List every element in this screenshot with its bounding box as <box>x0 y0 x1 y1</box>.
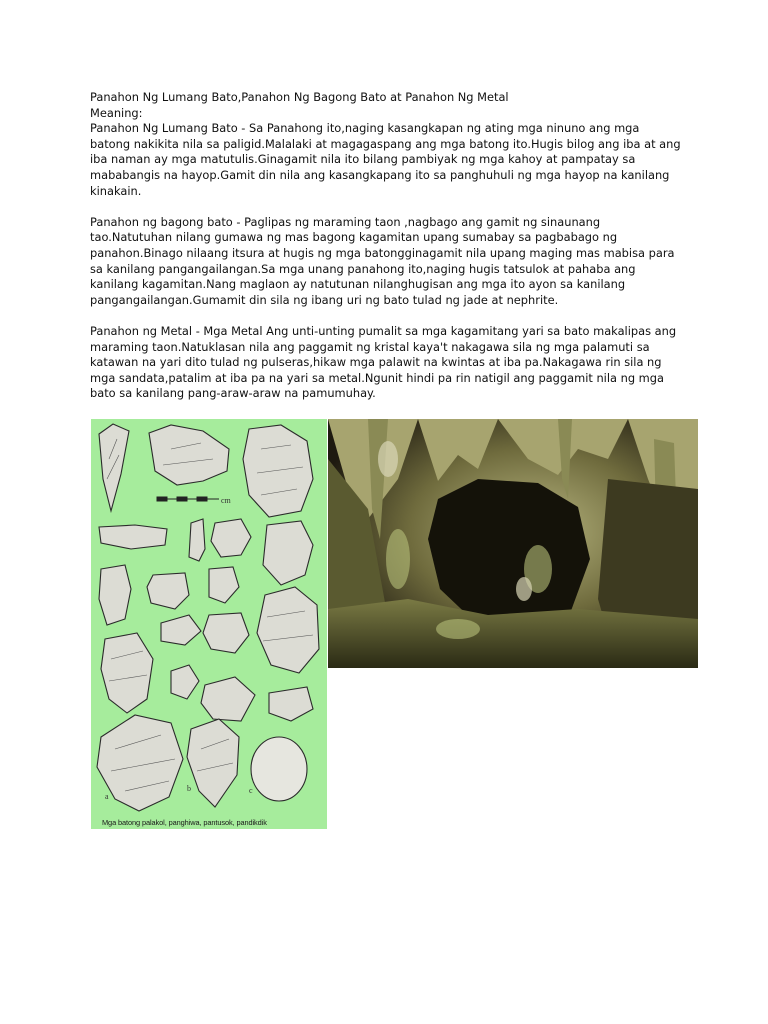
awl-tool <box>201 677 255 721</box>
scraper-round <box>203 613 249 653</box>
tiny-flake <box>171 665 199 699</box>
scale-label: cm <box>221 496 231 505</box>
large-chopper <box>257 587 319 673</box>
paragraph-bagong-bato: Panahon ng bagong bato - Paglipas ng maraming taon ,nagbago ang gamit ng sinaunang tao.Natutuhan nilang gumawa ng mas bagong kagamitan upang sumabay sa pagbabago ng panahon.Binago nilaang itsura at hugis ng mga batongginagamit nila upang maging mas mabisa para sa kanilang pangangailangan.Sa mga unang panahong ito,naging hugis tatsulok at pahaba ang kanilang kagamitan.Nang maglaon ay natutunan nilanghugisan ang mga ito ayon sa kanilang pangangailangan.Gumamit din sila ng ibang uri ng bato tulad ng jade at nephrite. <box>90 214 675 307</box>
paragraph-lumang-bato: Panahon Ng Lumang Bato - Sa Panahong ito,naging kasangkapan ng ating mga ninuno ang mga batong nakikita nila sa paligid.Malalaki at magagaspang ang mga batong ito.Hugis bilog ang iba at ang iba naman ay mga matutulis.Ginagamit nila ito bilang pambiyak ng mga kahoy at pampatay sa mababangis na hayop.Gamit din nila ang kasangkapang ito sa panghuhuli ng mga hayop na kanilang kinakain. <box>90 121 681 198</box>
small-flake <box>161 615 201 645</box>
flake-tool <box>149 425 229 485</box>
pointed-tool-b <box>187 719 239 807</box>
scale-bar <box>157 497 219 501</box>
hand-axe-small <box>99 565 131 625</box>
thin-flake <box>269 687 313 721</box>
long-flake <box>99 525 167 549</box>
chopper-tool <box>263 521 313 585</box>
stone-tools-drawing <box>91 419 327 829</box>
point-tool <box>189 519 205 561</box>
label-b: b <box>187 784 191 793</box>
core-tool <box>243 425 313 517</box>
cave-photo-image <box>328 419 698 668</box>
round-pounder-c <box>251 737 307 801</box>
cave-photo <box>328 419 698 668</box>
label-a: a <box>105 792 109 801</box>
hand-axe <box>101 633 153 713</box>
document-body <box>90 90 710 402</box>
blade-tool <box>99 424 129 511</box>
meaning-label: Meaning: <box>90 105 143 120</box>
label-c: c <box>249 786 253 795</box>
paragraph-metal: Panahon ng Metal - Mga Metal Ang unti-unting pumalit sa mga kagamitang yari sa bato makalipas ang maraming taon.Natuklasan nila ang paggamit ng kristal kaya't nakagawa sila ng mga palamuti sa katawan na yari dito tulad ng pulseras,hikaw mga palawit na kwintas at iba pa.Nakagawa rin sila ng mga sandata,patalim at iba pa na yari sa metal.Ngunit hindi pa rin natigil ang paggamit nila ng mga bato sa kanilang pang-araw-araw na pamumuhay. <box>90 323 677 401</box>
flake-round <box>209 567 239 603</box>
stone-tools-illustration <box>91 419 327 829</box>
document-title: Panahon Ng Lumang Bato,Panahon Ng Bagong Bato at Panahon Ng Metal <box>90 90 509 104</box>
pebble-tool <box>147 573 189 609</box>
large-hand-axe-a <box>97 715 183 811</box>
stone-tools-caption: Mga batong palakol, panghiwa, pantusok, pandikdik <box>102 818 267 827</box>
scraper-tool <box>211 519 251 557</box>
